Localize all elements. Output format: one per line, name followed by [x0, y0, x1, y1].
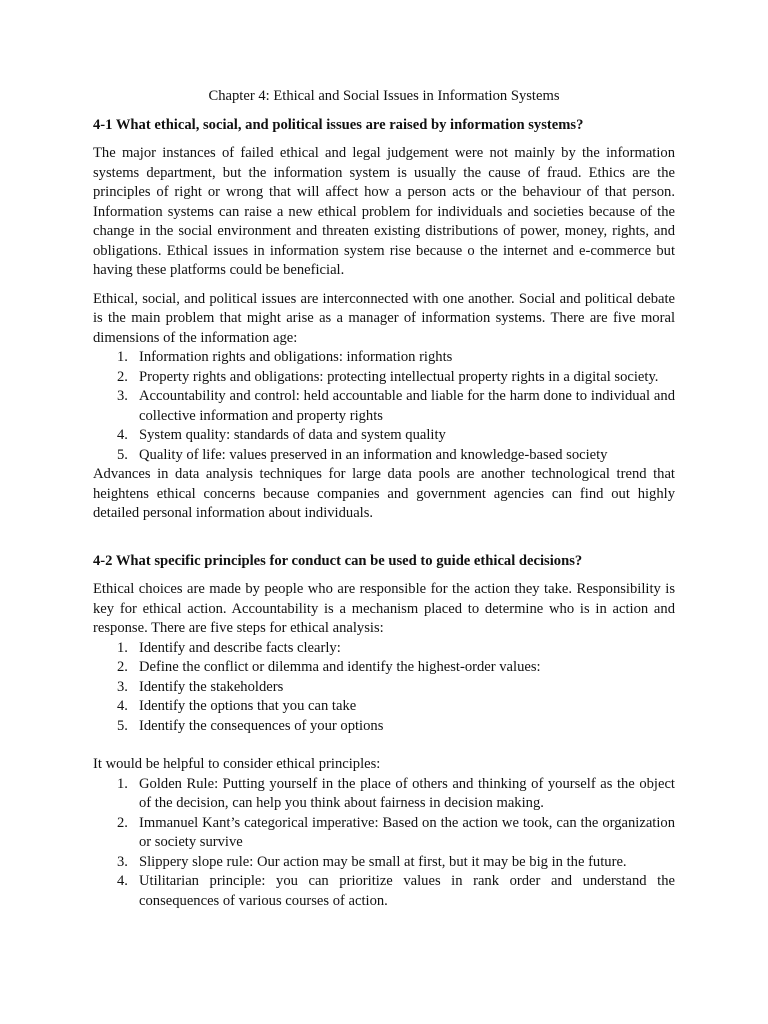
list-item: 3. Slippery slope rule: Our action may be small at first, but it may be big in the future.: [117, 853, 627, 870]
list-item: 4. System quality: standards of data and system quality: [117, 427, 446, 443]
list-item: 3. Accountability and control: held accountable and liable for the harm done to individual and collective information and property rights: [117, 388, 675, 424]
list-item: 4. Identify the options that you can take: [117, 698, 357, 714]
section-spacer: [93, 533, 675, 552]
section-4-1-paragraph-1: The major instances of failed ethical and legal judgement were not mainly by the information systems department, but the information system is usually the cause of fraud. Ethics are the principles of right or wrong that will affect how a person acts or the behaviour of that person. Information systems can raise a new ethical problem for individuals and societies because of the change in the social environment and threaten existing distributions of power, money, rights, and obligations. Ethical issues in information system rise because o the internet and e-commerce but having these platforms could be beneficial.: [93, 145, 675, 278]
ethical-principles-list: [93, 775, 675, 912]
section-4-1-paragraph-3: Advances in data analysis techniques for large data pools are another technological trend that heightens ethical concerns because companies and government agencies can find out highly detailed personal information about individuals.: [93, 466, 675, 521]
list-item: 1. Identify and describe facts clearly:: [117, 639, 341, 656]
chapter-title: Chapter 4: Ethical and Social Issues in Information Systems: [208, 88, 560, 104]
section-4-2-paragraph-2: It would be helpful to consider ethical principles:: [93, 756, 381, 772]
section-heading-4-2: 4-2 What specific principles for conduct can be used to guide ethical decisions?: [93, 552, 583, 569]
list-item: 5. Identify the consequences of your options: [117, 717, 384, 734]
list-item: 4. Utilitarian principle: you can prioritize values in rank order and understand the consequences of various courses of action.: [117, 873, 675, 909]
paragraph-spacer: [93, 736, 675, 755]
list-item: 2. Immanuel Kant’s categorical imperative: Based on the action we took, can the organization or society survive: [117, 814, 675, 850]
section-heading-4-1: 4-1 What ethical, social, and political issues are raised by information systems?: [93, 116, 584, 133]
ethical-analysis-steps-list: [93, 639, 675, 737]
list-item: 3. Identify the stakeholders: [117, 678, 284, 695]
list-item: 2. Define the conflict or dilemma and identify the highest-order values:: [117, 659, 541, 675]
list-item: 2. Property rights and obligations: protecting intellectual property rights in a digital society.: [117, 368, 659, 385]
document-page: [93, 87, 675, 911]
moral-dimensions-list: [93, 348, 675, 465]
section-4-2-paragraph-1: Ethical choices are made by people who are responsible for the action they take. Responsibility is key for ethical action. Accountability is a mechanism placed to determine who is in action and response. There are five steps for ethical analysis:: [93, 581, 675, 636]
list-item: 5. Quality of life: values preserved in an information and knowledge-based society: [117, 446, 608, 463]
section-4-1-paragraph-2: Ethical, social, and political issues are interconnected with one another. Social and political debate is the main problem that might arise as a manager of information systems. There are five moral dimensions of the information age:: [93, 290, 675, 346]
list-item: 1. Golden Rule: Putting yourself in the place of others and thinking of yourself as the object of the decision, can help you think about fairness in decision making.: [117, 775, 675, 811]
list-item: 1. Information rights and obligations: information rights: [117, 349, 453, 365]
